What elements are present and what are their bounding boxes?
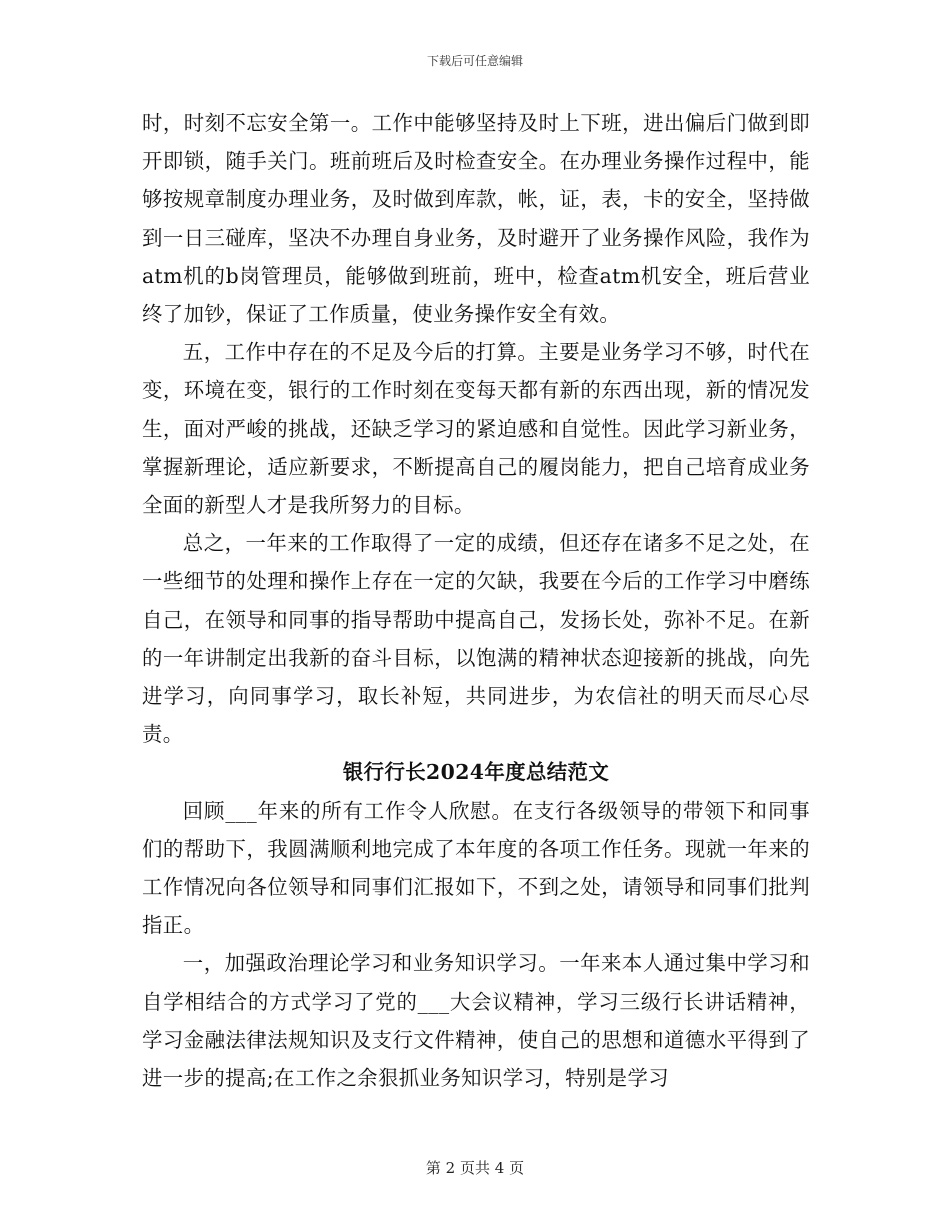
paragraph-5: 一，加强政治理论学习和业务知识学习。一年来本人通过集中学习和自学相结合的方式学习了党的___大会议精神，学习三级行长讲话精神，学习金融法律法规知识及支行文件精神，使自己的思想和道德水平得到了进一步的提高;在工作之余狠抓业务知识学习，特别是学习: [142, 951, 810, 1091]
page-header: 下载后可任意编辑: [426, 54, 523, 68]
document-body: [142, 104, 810, 1097]
paragraph-1: 时，时刻不忘安全第一。工作中能够坚持及时上下班，进出偏后门做到即开即锁，随手关门。班前班后及时检查安全。在办理业务操作过程中，能够按规章制度办理业务，及时做到库款，帐，证，表，卡的安全，坚持做到一日三碰库，坚决不办理自身业务，及时避开了业务操作风险，我作为atm机的b岗管理员，能够做到班前，班中，检查atm机安全，班后营业终了加钞，保证了工作质量，使业务操作安全有效。: [142, 111, 810, 327]
page-number: 第 2 页共 4 页: [425, 1159, 525, 1177]
paragraph-3: 总之，一年来的工作取得了一定的成绩，但还存在诸多不足之处，在一些细节的处理和操作上存在一定的欠缺，我要在今后的工作学习中磨练自己，在领导和同事的指导帮助中提高自己，发扬长处，弥补不足。在新的一年讲制定出我新的奋斗目标，以饱满的精神状态迎接新的挑战，向先进学习，向同事学习，取长补短，共同进步，为农信社的明天而尽心尽责。: [142, 531, 810, 747]
paragraph-4: 回顾___年来的所有工作令人欣慰。在支行各级领导的带领下和同事们的帮助下，我圆满顺利地完成了本年度的各项工作任务。现就一年来的工作情况向各位领导和同事们汇报如下，不到之处，请领导和同事们批判指正。: [142, 798, 810, 938]
paragraph-2: 五，工作中存在的不足及今后的打算。主要是业务学习不够，时代在变，环境在变，银行的工作时刻在变每天都有新的东西出现，新的情况发生，面对严峻的挑战，还缺乏学习的紧迫感和自觉性。因此学习新业务，掌握新理论，适应新要求，不断提高自己的履岗能力，把自己培育成业务全面的新型人才是我所努力的目标。: [142, 340, 810, 518]
section-title: 银行行长2024年度总结范文: [342, 760, 610, 785]
